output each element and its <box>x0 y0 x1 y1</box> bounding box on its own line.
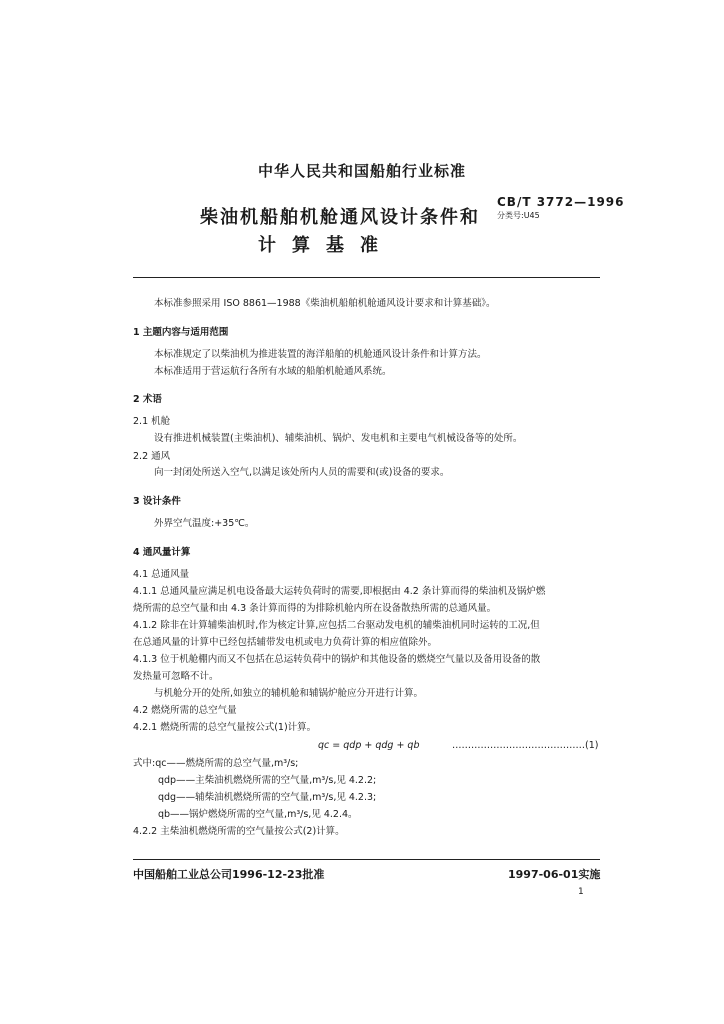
section-3-text: 外界空气温度:+35℃。 <box>154 518 255 529</box>
clause-2-1-text: 设有推进机械装置(主柴油机)、辅柴油机、锅炉、发电机和主要电气机械设备等的处所。 <box>154 433 523 444</box>
section-2-heading: 2 术语 <box>133 394 162 405</box>
clause-4-1-3-line1: 4.1.3 位于机舱棚内而又不包括在总运转负荷中的锅炉和其他设备的燃烧空气量以及备用设备的散 <box>133 654 541 665</box>
page-number: 1 <box>578 887 584 897</box>
clause-2-2-label: 2.2 通风 <box>133 451 171 462</box>
formula-1: qc = qdp + qdg + qb <box>318 740 420 751</box>
clause-4-1-2-line2: 在总通风量的计算中已经包括辅带发电机或电力负荷计算的相应值除外。 <box>133 637 438 648</box>
clause-4-2-1: 4.2.1 燃烧所需的总空气量按公式(1)计算。 <box>133 722 317 733</box>
clause-4-1-3-line2: 发热量可忽略不计。 <box>133 671 219 682</box>
clause-4-2-label: 4.2 燃烧所需的总空气量 <box>133 705 237 716</box>
header-rule <box>133 277 600 278</box>
formula-variable-3: qb——锅炉燃烧所需的空气量,m³/s,见 4.2.4。 <box>158 809 358 820</box>
issuer-line: 中华人民共和国船舶行业标准 <box>257 162 466 180</box>
clause-4-2-2: 4.2.2 主柴油机燃烧所需的空气量按公式(2)计算。 <box>133 826 345 837</box>
effective-date: 1997-06-01实施 <box>508 868 601 881</box>
clause-2-2-text: 向一封闭处所送入空气,以满足该处所内人员的需要和(或)设备的要求。 <box>154 467 450 478</box>
section-1-heading: 1 主题内容与适用范围 <box>133 327 229 338</box>
formula-where: 式中:qc——燃烧所需的总空气量,m³/s; <box>133 758 299 769</box>
formula-variable-2: qdg——辅柴油机燃烧所需的空气量,m³/s,见 4.2.3; <box>158 792 377 803</box>
intro-paragraph: 本标准参照采用 ISO 8861—1988《柴油机船舶机舱通风设计要求和计算基础》。 <box>154 298 496 309</box>
approval-line: 中国船舶工业总公司1996-12-23批准 <box>133 868 325 881</box>
clause-4-1-1-line1: 4.1.1 总通风量应满足机电设备最大运转负荷时的需要,即根据由 4.2 条计算而得的柴油机及锅炉燃 <box>133 586 546 597</box>
clause-4-1-label: 4.1 总通风量 <box>133 569 190 580</box>
clause-4-1-2-line1: 4.1.2 除非在计算辅柴油机时,作为核定计算,应包括二台驱动发电机的辅柴油机同时运转的工况,但 <box>133 620 540 631</box>
classification-number: 分类号:U45 <box>497 211 540 220</box>
section-3-heading: 3 设计条件 <box>133 496 181 507</box>
clause-2-1-label: 2.1 机舱 <box>133 416 171 427</box>
section-4-heading: 4 通风量计算 <box>133 547 191 558</box>
clause-4-1-1-line2: 烧所需的总空气量和由 4.3 条计算而得的为排除机舱内所在设备散热所需的总通风量。 <box>133 603 497 614</box>
footer-rule <box>133 859 600 860</box>
formula-variable-1: qdp——主柴油机燃烧所需的空气量,m³/s,见 4.2.2; <box>158 775 377 786</box>
section-1-paragraph-2: 本标准适用于营运航行各所有水域的船舶机舱通风系统。 <box>154 366 392 377</box>
formula-1-number: ……………………………………(1) <box>452 740 599 751</box>
clause-4-1-3-line3: 与机舱分开的处所,如独立的辅机舱和辅锅炉舱应分开进行计算。 <box>154 688 424 699</box>
section-1-paragraph-1: 本标准规定了以柴油机为推进装置的海洋船舶的机舱通风设计条件和计算方法。 <box>154 349 487 360</box>
document-title-line1: 柴油机船舶机舱通风设计条件和 <box>200 207 480 228</box>
document-title-line2: 计算基准 <box>258 235 394 256</box>
standard-code: CB/T 3772—1996 <box>497 195 625 209</box>
